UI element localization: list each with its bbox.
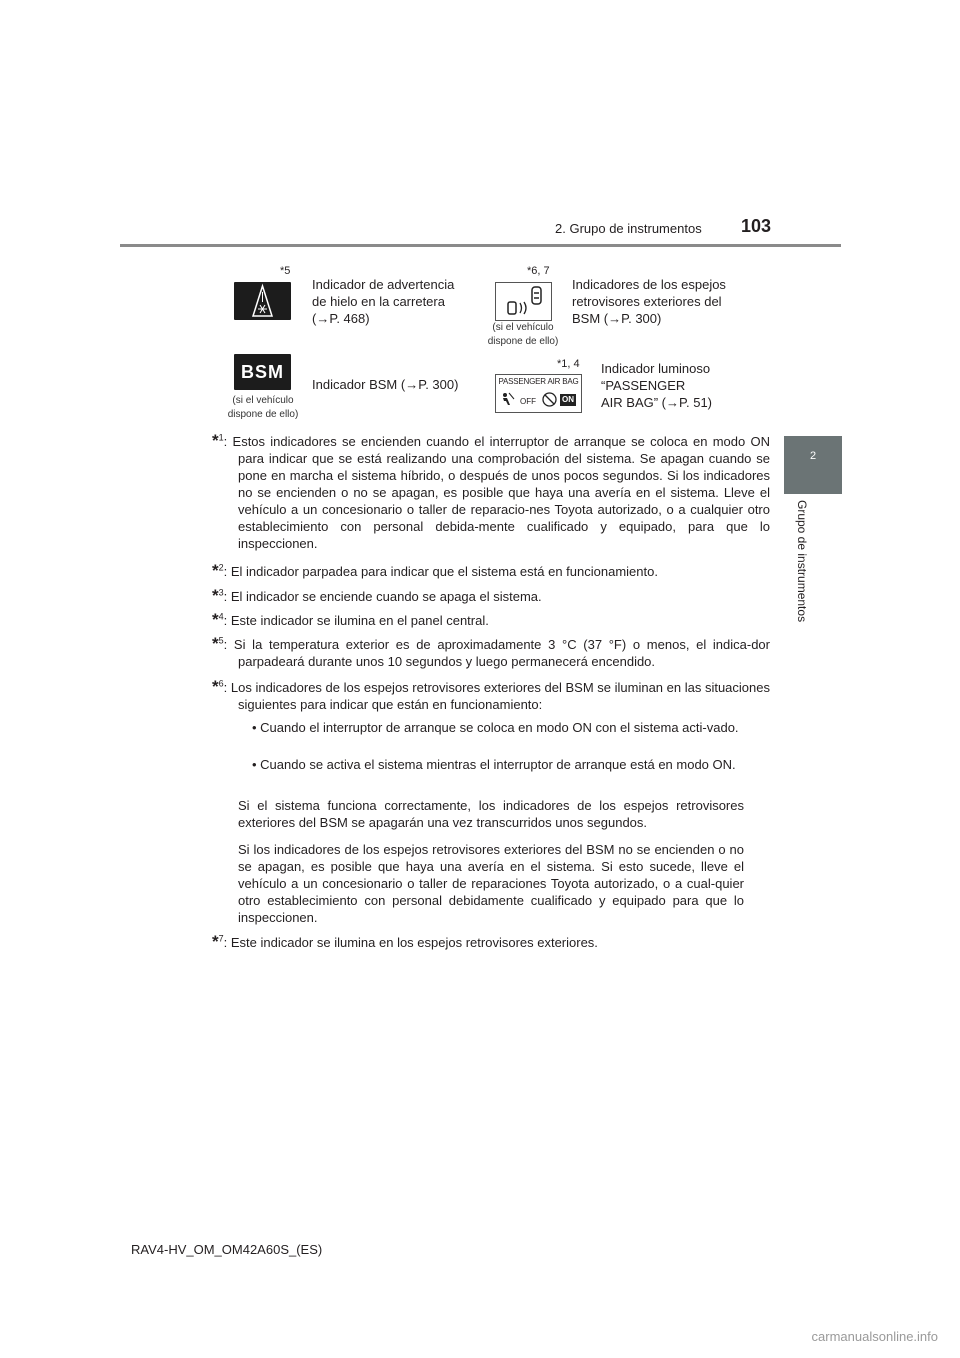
caption-r1c2: (si el vehículo dispone de ello)	[487, 322, 559, 347]
chapter-number: 2	[809, 450, 817, 462]
table-mark-r1c2: *6, 7	[527, 265, 550, 277]
document-code: RAV4-HV_OM_OM42A60S_(ES)	[131, 1242, 323, 1257]
note-7: *$^7$: Este indicador se ilumina en los espejos retrovisores exteriores.	[212, 932, 598, 951]
table-text-r1c2: Indicadores de los espejos retrovisores exteriores del BSM (→P. 300)	[572, 277, 726, 326]
note-5: *$^5$: Si la temperatura exterior es de aproximadamente 3 °C (37 °F) o menos, el indica-dor parpadeará durante unos 10 segundos y luego permanecerá encendido.	[212, 634, 770, 669]
table-text-r2c1: Indicador BSM (→P. 300)	[312, 377, 459, 392]
section-title: 2. Grupo de instrumentos	[555, 221, 702, 236]
note-6-para-1: Si el sistema funciona correctamente, los indicadores de los espejos retrovisores exteriores del BSM se apagarán una vez transcurridos unos segundos.	[238, 798, 744, 830]
note-6-bullet-2: • Cuando se activa el sistema mientras el interruptor de arranque está en modo ON.	[252, 757, 736, 772]
note-6-bullet-1: • Cuando el interruptor de arranque se coloca en modo ON con el sistema acti-vado.	[252, 720, 739, 735]
table-mark-r1c1: *5	[280, 265, 291, 277]
table-text-r2c2: Indicador luminoso “PASSENGER AIR BAG” (→P. 51)	[601, 361, 713, 410]
chapter-tab	[784, 436, 842, 494]
table-mark-r2c2: *1, 4	[557, 358, 580, 370]
bsm-indicator-icon: BSM	[234, 354, 291, 390]
note-6-para-2: Si los indicadores de los espejos retrovisores exteriores del BSM no se encienden o no se apagan, es posible que haya una avería en el sistema. Si esto sucede, lleve el vehículo a un concesionario o taller de reparaciones Toyota autorizado, o a cual-quier otro establecimiento con personal debidamente cualificado y equipado para que lo inspeccionen.	[238, 842, 744, 925]
watermark: carmanualsonline.info	[811, 1329, 938, 1344]
note-6: *$^6$: Los indicadores de los espejos retrovisores exteriores del BSM se iluminan en las situaciones siguientes para indicar que están en funcionamiento:	[212, 677, 770, 712]
passenger-airbag-indicator-icon: PASSENGER AIR BAG OFF ON	[495, 374, 582, 413]
note-1: *$^1$: Estos indicadores se encienden cuando el interruptor de arranque se coloca en modo ON para indicar que se está realizando una comprobación del sistema. Se apagan cuando se pone en marcha el sistema híbrido, o después de unos pocos segundos. Si los indicadores no se encienden o no se apagan, es posible que haya una avería en el sistema. Lleve el vehículo a un concesionario o taller de reparacio-nes Toyota autorizado, o a cualquier otro establecimiento con personal debida-mente cualificado y equipado, para que lo inspeccionen.	[212, 431, 770, 551]
caption-r2c1: (si el vehículo dispone de ello)	[227, 395, 299, 420]
table-text-r1c1: Indicador de advertencia de hielo en la carretera (→P. 468)	[312, 277, 455, 326]
note-3: *$^3$: El indicador se enciende cuando se apaga el sistema.	[212, 586, 542, 605]
bsm-mirror-indicator-icon	[495, 282, 552, 321]
page-number: 103	[741, 216, 772, 236]
note-4: *$^4$: Este indicador se ilumina en el panel central.	[212, 610, 489, 629]
header-rule	[120, 244, 841, 247]
seat-airbag-icon	[499, 391, 515, 407]
chapter-label: Grupo de instrumentos	[795, 500, 809, 623]
road-ice-warning-icon	[234, 282, 291, 320]
airbag-off-circle-icon	[542, 392, 557, 407]
note-2: *$^2$: El indicador parpadea para indicar que el sistema está en funcionamiento.	[212, 561, 658, 580]
